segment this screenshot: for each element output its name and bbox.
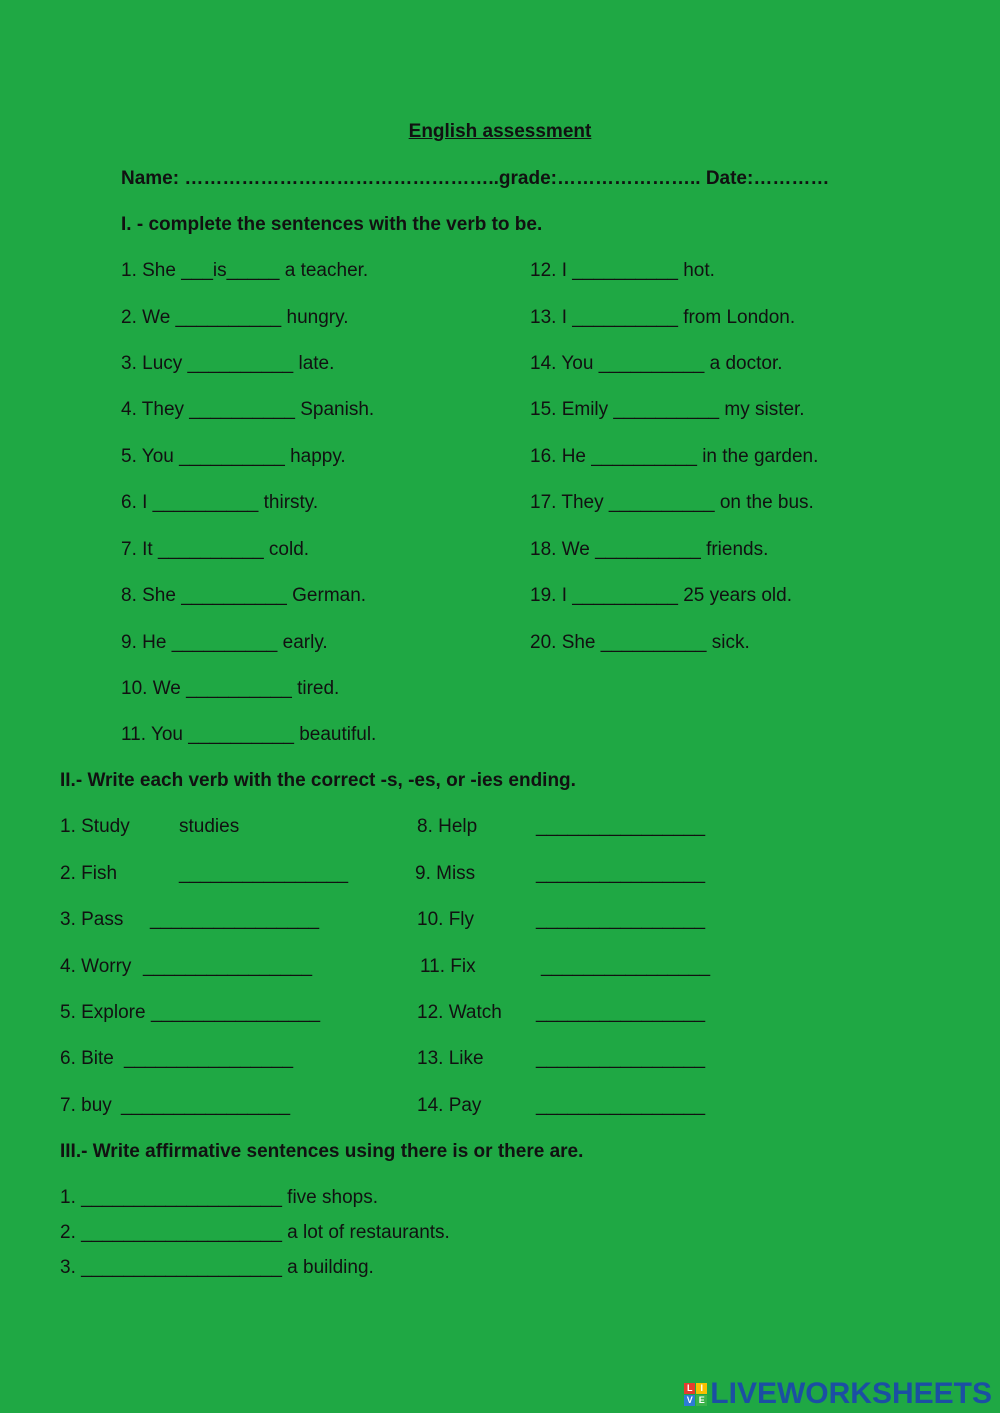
s2-answer-11[interactable]: ________________ <box>541 956 711 977</box>
s1-item-18: 18. We __________ friends. <box>530 539 769 560</box>
s2-answer-7[interactable]: ________________ <box>121 1095 291 1116</box>
s2-label-9: 9. Miss <box>415 863 476 884</box>
logo-mark-letter: V <box>684 1395 695 1406</box>
s2-label-2: 2. Fish <box>60 863 118 884</box>
s1-item-7: 7. It __________ cold. <box>121 539 310 560</box>
s2-answer-12[interactable]: ________________ <box>536 1002 706 1023</box>
s2-label-4: 4. Worry <box>60 956 132 977</box>
s1-item-15: 15. Emily __________ my sister. <box>530 399 805 420</box>
s3-item-1: 1. ___________________ five shops. <box>60 1187 378 1208</box>
logo-mark-icon <box>684 1383 707 1406</box>
s3-item-2: 2. ___________________ a lot of restaurants. <box>60 1222 450 1243</box>
s1-item-3: 3. Lucy __________ late. <box>121 353 335 374</box>
s1-item-2: 2. We __________ hungry. <box>121 307 349 328</box>
logo-mark-letter: I <box>696 1383 707 1394</box>
s2-label-11: 11. Fix <box>420 956 476 977</box>
liveworksheets-logo[interactable] <box>684 1377 992 1411</box>
s1-item-6: 6. I __________ thirsty. <box>121 492 319 513</box>
logo-text: LIVEWORKSHEETS <box>710 1377 992 1410</box>
s1-item-17: 17. They __________ on the bus. <box>530 492 814 513</box>
s2-label-12: 12. Watch <box>417 1002 502 1023</box>
s1-item-10: 10. We __________ tired. <box>121 678 340 699</box>
s2-label-5: 5. Explore <box>60 1002 146 1023</box>
s2-label-3: 3. Pass <box>60 909 124 930</box>
s1-item-9: 9. He __________ early. <box>121 632 328 653</box>
s1-item-16: 16. He __________ in the garden. <box>530 446 819 467</box>
s1-item-8: 8. She __________ German. <box>121 585 367 606</box>
section3-heading: III.- Write affirmative sentences using there is or there are. <box>60 1141 584 1162</box>
page-title: English assessment <box>408 121 592 142</box>
s1-item-19: 19. I __________ 25 years old. <box>530 585 792 606</box>
s1-item-1: 1. She ___is_____ a teacher. <box>121 260 369 281</box>
s1-item-11: 11. You __________ beautiful. <box>121 724 377 745</box>
s2-answer-3[interactable]: ________________ <box>150 909 320 930</box>
s2-answer-8[interactable]: ________________ <box>536 816 706 837</box>
name-grade-date-line: Name: …………………………………………..grade:………………….. Date:………… <box>121 168 830 189</box>
s1-item-4: 4. They __________ Spanish. <box>121 399 375 420</box>
logo-mark-letter: E <box>696 1395 707 1406</box>
s1-item-12: 12. I __________ hot. <box>530 260 715 281</box>
s3-item-3: 3. ___________________ a building. <box>60 1257 374 1278</box>
s1-item-13: 13. I __________ from London. <box>530 307 796 328</box>
s2-answer-10[interactable]: ________________ <box>536 909 706 930</box>
s2-label-13: 13. Like <box>417 1048 484 1069</box>
s2-answer-6[interactable]: ________________ <box>124 1048 294 1069</box>
s1-item-5: 5. You __________ happy. <box>121 446 346 467</box>
s2-label-14: 14. Pay <box>417 1095 482 1116</box>
logo-mark-letter: L <box>684 1383 695 1394</box>
s2-answer-5[interactable]: ________________ <box>151 1002 321 1023</box>
s2-label-10: 10. Fly <box>417 909 475 930</box>
s2-label-6: 6. Bite <box>60 1048 114 1069</box>
s2-answer-13[interactable]: ________________ <box>536 1048 706 1069</box>
s2-answer-1: studies <box>179 816 240 837</box>
s2-answer-2[interactable]: ________________ <box>179 863 349 884</box>
s2-label-1: 1. Study <box>60 816 130 837</box>
section2-heading: II.- Write each verb with the correct -s, -es, or -ies ending. <box>60 770 576 791</box>
s1-item-20: 20. She __________ sick. <box>530 632 750 653</box>
s1-item-14: 14. You __________ a doctor. <box>530 353 783 374</box>
s2-label-7: 7. buy <box>60 1095 112 1116</box>
section1-heading: I. - complete the sentences with the verb to be. <box>121 214 543 235</box>
s2-answer-9[interactable]: ________________ <box>536 863 706 884</box>
s2-label-8: 8. Help <box>417 816 478 837</box>
s2-answer-4[interactable]: ________________ <box>143 956 313 977</box>
s2-answer-14[interactable]: ________________ <box>536 1095 706 1116</box>
